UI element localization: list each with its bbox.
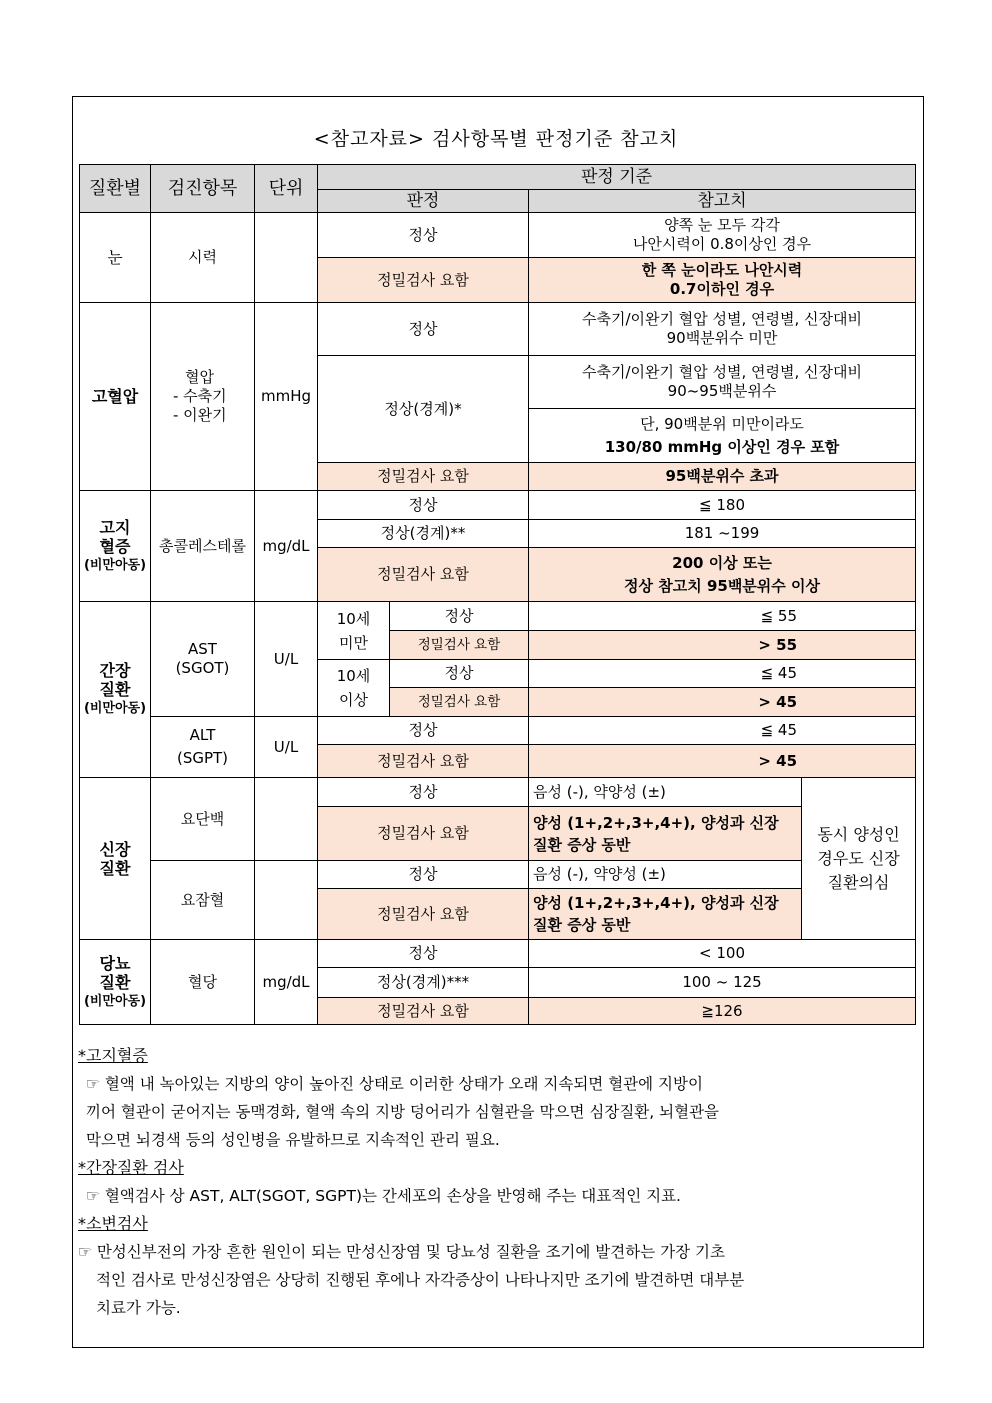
lipid-normal-row [80, 491, 916, 520]
notes-section [78, 1042, 920, 1322]
header-reference: 참고치 [529, 190, 916, 213]
note-lipid-line2: 끼어 혈관이 굳어지는 동맥경화, 혈액 속의 지방 덩어리가 심혈관을 막으면 심장질환, 뇌혈관을 [86, 1103, 720, 1121]
bp-group: 고혈압 [80, 303, 151, 491]
kidney-blood-detail-ref [529, 889, 802, 940]
diabetes-normal-ref: < 100 [529, 940, 916, 968]
liver-ast-u10-detail: 정밀검사 요함 [390, 631, 529, 660]
kidney-blood-normal: 정상 [318, 861, 529, 889]
diabetes-detail: 정밀검사 요함 [318, 998, 529, 1025]
lipid-unit: mg/dL [255, 491, 318, 602]
bp-normal-ref-line2: 90백분위수 미만 [666, 329, 778, 347]
liver-alt-detail-ref: > 45 [529, 745, 916, 778]
liver-alt-item [151, 717, 255, 778]
eye-normal-ref-line2: 나안시력이 0.8이상인 경우 [632, 235, 812, 253]
lipid-normal-ref: ≦ 180 [529, 491, 916, 520]
diabetes-group-line1: 당뇨 [99, 953, 131, 973]
liver-ast-o10-normal-ref: ≦ 45 [529, 660, 916, 688]
page-title: <참고자료> 검사항목별 판정기준 참고치 [313, 128, 679, 150]
kidney-protein-unit [255, 778, 318, 861]
liver-group-line1: 간장 [99, 661, 131, 680]
liver-over10-line1: 10세 [336, 667, 371, 685]
liver-under10-line1: 10세 [336, 609, 371, 628]
lipid-border-ref: 181 ~199 [529, 520, 916, 548]
kidney-protein-normal: 정상 [318, 778, 529, 807]
liver-ast-item [151, 602, 255, 717]
kidney-blood-item: 요잠혈 [151, 861, 255, 940]
kidney-group [80, 778, 151, 940]
kidney-group-line2: 질환 [99, 858, 131, 878]
note-lipid-line3: 막으면 뇌경색 등의 성인병을 유발하므로 지속적인 관리 필요. [86, 1131, 500, 1149]
liver-group [80, 602, 151, 778]
bp-item [151, 303, 255, 491]
note-liver-line1: ☞ 혈액검사 상 AST, ALT(SGOT, SGPT)는 간세포의 손상을 반영해 주는 대표적인 지표. [86, 1187, 681, 1205]
kidney-blood-unit [255, 861, 318, 940]
header-disease: 질환별 [80, 165, 151, 213]
eye-normal-ref [529, 213, 916, 258]
lipid-detail-ref [529, 548, 916, 602]
bp-unit: mmHg [255, 303, 318, 491]
lipid-detail-ref-line2: 정상 참고치 95백분위수 이상 [624, 576, 820, 595]
kidney-blood-normal-row [80, 861, 916, 889]
eye-normal-ref-line1: 양쪽 눈 모두 각각 [664, 216, 780, 234]
liver-ast-o10-detail-ref: > 45 [529, 688, 916, 717]
liver-ast-line2: (SGOT) [175, 659, 230, 677]
kidney-side-note [802, 778, 916, 940]
liver-over10 [318, 660, 390, 717]
eye-normal-row [80, 213, 916, 258]
liver-alt-detail: 정밀검사 요함 [318, 745, 529, 778]
kidney-protein-normal-ref: 음성 (-), 약양성 (±) [529, 778, 802, 807]
liver-ast-o10-normal: 정상 [390, 660, 529, 688]
diabetes-group-line2: 질환 [99, 972, 131, 992]
diabetes-item: 혈당 [151, 940, 255, 1025]
liver-ast-u10-normal: 정상 [390, 602, 529, 631]
liver-group-line2: 질환 [99, 680, 131, 699]
reference-table [79, 164, 916, 1025]
diabetes-border-ref: 100 ~ 125 [529, 968, 916, 998]
note-urine-line3: 치료가 가능. [96, 1299, 181, 1317]
lipid-detail-ref-line1: 200 이상 또는 [672, 553, 772, 572]
lipid-group-line1: 고지 [99, 517, 131, 537]
eye-item: 시력 [151, 213, 255, 303]
bp-item-line2: - 수축기 [173, 387, 227, 405]
diabetes-normal: 정상 [318, 940, 529, 968]
eye-unit [255, 213, 318, 303]
liver-alt-normal-row [80, 717, 916, 745]
bp-normal-ref [529, 303, 916, 356]
bp-border-ref-b [529, 409, 916, 463]
lipid-group [80, 491, 151, 602]
lipid-group-line3: (비만아동) [83, 557, 147, 573]
header-judgement: 판정 [318, 190, 529, 213]
bp-border-ref-line1: 수축기/이완기 혈압 성별, 연령별, 신장대비 [582, 363, 863, 381]
kidney-protein-detail: 정밀검사 요함 [318, 807, 529, 861]
note-urine-title: *소변검사 [78, 1214, 148, 1233]
kidney-blood-detail-ref-line1: 양성 (1+,2+,3+,4+), 양성과 신장 [533, 894, 779, 912]
bp-border-ref-line4: 130/80 mmHg 이상인 경우 포함 [604, 437, 840, 456]
kidney-side-line3: 질환의심 [827, 872, 890, 892]
kidney-blood-detail-ref-line2: 질환 증상 동반 [533, 916, 631, 934]
lipid-group-line2: 혈증 [99, 536, 131, 556]
liver-under10 [318, 602, 390, 660]
note-lipid-title: *고지혈증 [78, 1046, 148, 1065]
note-urine-line1: ☞ 만성신부전의 가장 흔한 원인이 되는 만성신장염 및 당뇨성 질환을 조기에 발견하는 가장 기초 [78, 1243, 725, 1261]
kidney-blood-detail: 정밀검사 요함 [318, 889, 529, 940]
bp-detail: 정밀검사 요함 [318, 463, 529, 491]
lipid-detail: 정밀검사 요함 [318, 548, 529, 602]
header-criteria: 판정 기준 [318, 165, 916, 190]
diabetes-group [80, 940, 151, 1025]
bp-item-line1: 혈압 [185, 368, 214, 386]
liver-alt-normal-ref: ≦ 45 [529, 717, 916, 745]
bp-normal-ref-line1: 수축기/이완기 혈압 성별, 연령별, 신장대비 [582, 310, 863, 328]
lipid-item: 총콜레스테롤 [151, 491, 255, 602]
bp-border-ref-line3: 단, 90백분위 미만이라도 [640, 414, 804, 433]
kidney-protein-detail-ref [529, 807, 802, 861]
kidney-protein-normal-row [80, 778, 916, 807]
bp-border-ref-line2: 90~95백분위수 [667, 382, 777, 400]
note-urine-line2: 적인 검사로 만성신장염은 상당히 진행된 후에나 자각증상이 나타나지만 조기에 발견하면 대부분 [96, 1271, 745, 1289]
header-unit: 단위 [255, 165, 318, 213]
liver-alt-normal: 정상 [318, 717, 529, 745]
liver-over10-line2: 이상 [339, 691, 368, 709]
liver-under10-line2: 미만 [339, 633, 368, 652]
eye-normal: 정상 [318, 213, 529, 258]
header-row [80, 165, 916, 190]
liver-group-line3: (비만아동) [83, 701, 147, 716]
diabetes-unit: mg/dL [255, 940, 318, 1025]
eye-detail-ref-line1: 한 쪽 눈이라도 나안시력 [641, 261, 803, 279]
liver-alt-line2: (SGPT) [176, 749, 229, 767]
lipid-border: 정상(경계)** [318, 520, 529, 548]
liver-ast-u10-detail-ref: > 55 [529, 631, 916, 660]
kidney-protein-detail-ref-line2: 질환 증상 동반 [533, 835, 631, 854]
liver-ast-u10-normal-ref: ≦ 55 [529, 602, 916, 631]
liver-ast-o10-detail: 정밀검사 요함 [390, 688, 529, 717]
bp-item-line3: - 이완기 [173, 406, 227, 424]
liver-alt-line1: ALT [189, 726, 216, 744]
kidney-group-line1: 신장 [99, 839, 131, 859]
diabetes-normal-row [80, 940, 916, 968]
liver-ast-u10-normal-row [80, 602, 916, 631]
bp-normal-row [80, 303, 916, 356]
note-lipid-line1: ☞ 혈액 내 녹아있는 지방의 양이 높아진 상태로 이러한 상태가 오래 지속되면 혈관에 지방이 [86, 1075, 703, 1093]
bp-normal: 정상 [318, 303, 529, 356]
eye-detail-ref [529, 258, 916, 303]
bp-border: 정상(경계)* [318, 356, 529, 463]
diabetes-group-line3: (비만아동) [83, 993, 147, 1009]
note-liver-title: *간장질환 검사 [78, 1158, 184, 1177]
liver-ast-unit: U/L [255, 602, 318, 717]
liver-alt-unit: U/L [255, 717, 318, 778]
kidney-side-line2: 경우도 신장 [817, 848, 900, 868]
kidney-side-line1: 동시 양성인 [817, 824, 900, 844]
bp-detail-ref: 95백분위수 초과 [529, 463, 916, 491]
lipid-normal: 정상 [318, 491, 529, 520]
bp-border-ref-a [529, 356, 916, 409]
eye-detail: 정밀검사 요함 [318, 258, 529, 303]
eye-group: 눈 [80, 213, 151, 303]
header-item: 검진항목 [151, 165, 255, 213]
liver-ast-line1: AST [188, 640, 217, 658]
diabetes-border: 정상(경계)*** [318, 968, 529, 998]
kidney-protein-item: 요단백 [151, 778, 255, 861]
diabetes-detail-ref: ≧126 [529, 998, 916, 1025]
kidney-blood-normal-ref: 음성 (-), 약양성 (±) [529, 861, 802, 889]
eye-detail-ref-line2: 0.7이하인 경우 [669, 280, 775, 298]
kidney-protein-detail-ref-line1: 양성 (1+,2+,3+,4+), 양성과 신장 [533, 813, 779, 832]
